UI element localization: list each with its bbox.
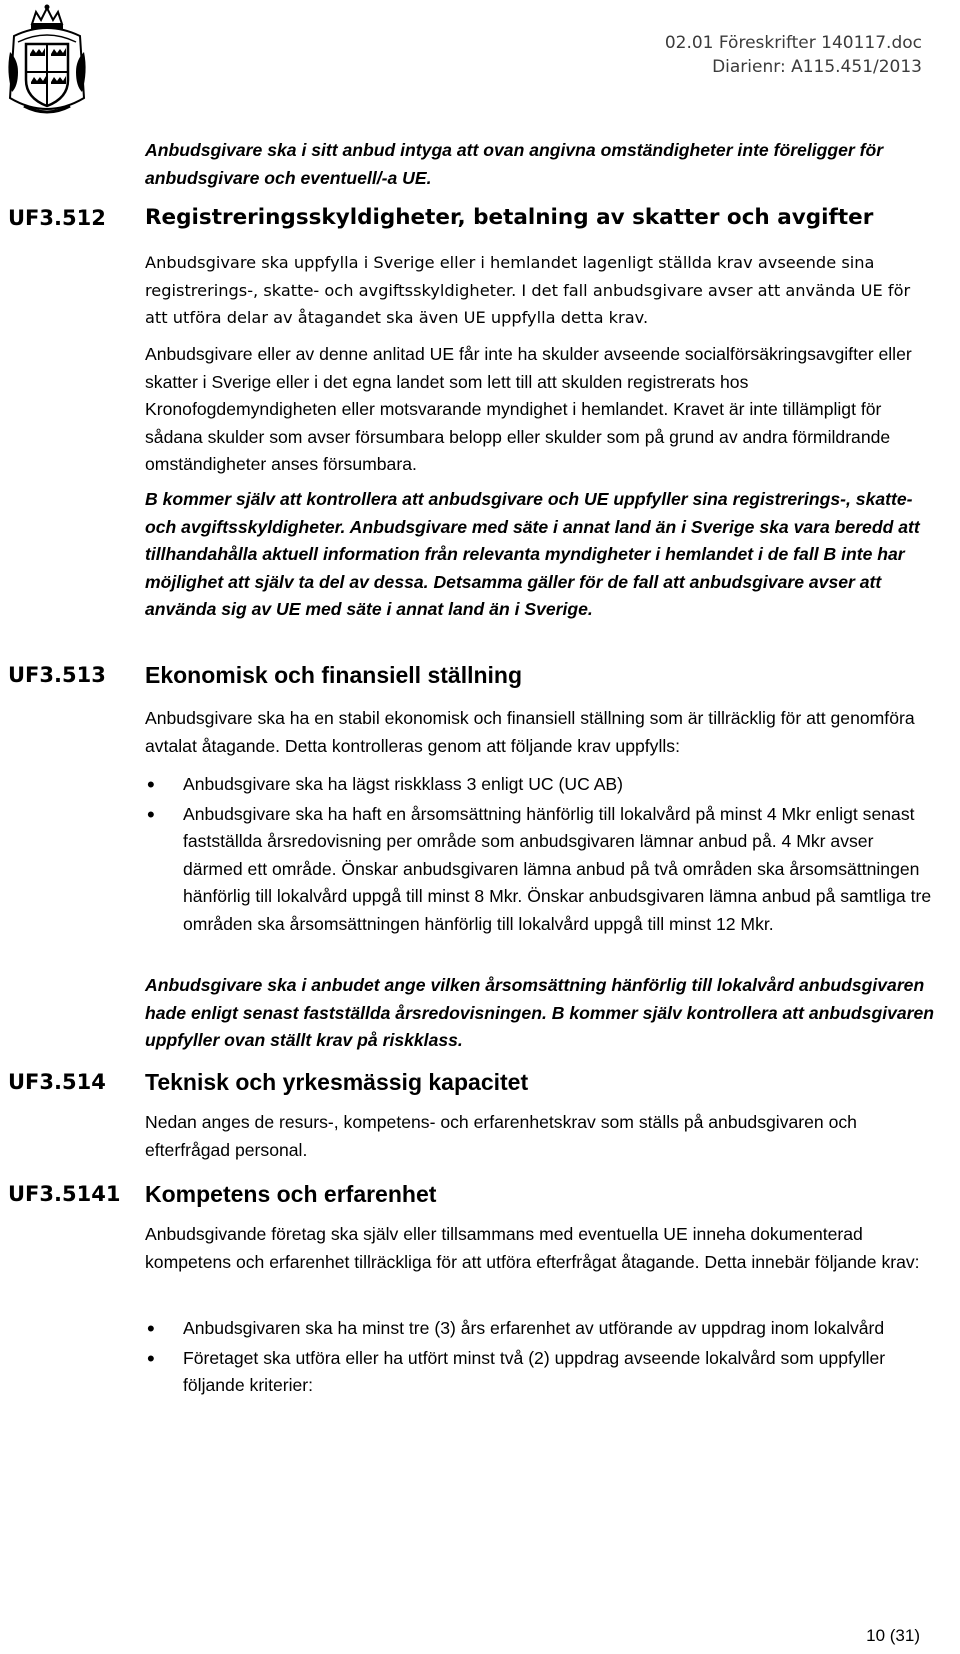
section-number-513: UF3.513 [8, 663, 106, 687]
section-title-513: Ekonomisk och finansiell ställning [145, 662, 523, 688]
section-512-italic-paragraph: B kommer själv att kontrollera att anbudsgivare och UE uppfyller sina registrerings-, skatte- och avgiftsskyldigheter. Anbudsgivare med säte i annat land än i Sverige ska vara beredd att tillhandahålla aktuell information från relevanta myndigheter i hemlandet i de fall B inte har möjlighet att själv ta del av dessa. Detsamma gäller för de fall att anbudsgivare avser att använda sig av UE med säte i annat land än i Sverige. [145, 489, 920, 619]
section-513-italic-paragraph: Anbudsgivare ska i anbudet ange vilken årsomsättning hänförlig till lokalvård anbudsgivaren hade enligt senast fastställda årsredovisningen. B kommer själv kontrollera att anbudsgivaren uppfyller ovan ställt krav på riskklass. [145, 975, 935, 1050]
intro-italic-paragraph: Anbudsgivare ska i sitt anbud intyga att ovan angivna omständigheter inte föreligger för anbudsgivare och eventuell/-a UE. [145, 140, 884, 188]
section-513-paragraph-1: Anbudsgivare ska ha en stabil ekonomisk och finansiell ställning som är tillräcklig för att genomföra avtalat åtagande. Detta kontrolleras genom att följande krav uppfylls: [145, 708, 915, 756]
list-item: • Anbudsgivaren ska ha minst tre (3) års erfarenhet av utförande av uppdrag inom lokalvård [145, 1315, 935, 1343]
section-title-5141: Kompetens och erfarenhet [145, 1181, 437, 1207]
section-512-paragraph-2: Anbudsgivare eller av denne anlitad UE får inte ha skulder avseende socialförsäkringsavgifter eller skatter i Sverige eller i det egna landet som lett till att skulden registrerats hos Kronofogdemyndigheten eller motsvarande myndighet i hemlandet. Kravet är inte tillämpligt för sådana skulder som avser försumbara belopp eller skulder som på grund av andra förmildrande omständigheter anses försumbara. [145, 344, 912, 474]
document-filename: 02.01 Föreskrifter 140117.doc [664, 33, 922, 53]
section-title-514: Teknisk och yrkesmässig kapacitet [145, 1069, 529, 1095]
list-item: • Företaget ska utföra eller ha utfört minst två (2) uppdrag avseende lokalvård som uppfyller följande kriterier: [145, 1345, 935, 1400]
page-number: 10 (31) [866, 1626, 920, 1645]
coat-of-arms-logo [4, 2, 90, 120]
list-item: • Anbudsgivare ska ha lägst riskklass 3 enligt UC (UC AB) [145, 771, 935, 799]
section-513-bullet-list [145, 771, 935, 940]
section-title-512: Registreringsskyldigheter, betalning av skatter och avgifter [145, 205, 874, 230]
section-number-514: UF3.514 [8, 1070, 106, 1094]
diary-number: Diarienr: A115.451/2013 [712, 57, 922, 77]
section-number-512: UF3.512 [8, 206, 106, 230]
section-514-paragraph-1: Nedan anges de resurs-, kompetens- och erfarenhetskrav som ställs på anbudsgivaren och efterfrågad personal. [145, 1112, 857, 1160]
section-512-paragraph-1: Anbudsgivare ska uppfylla i Sverige eller i hemlandet lagenligt ställda krav avseende sina registrerings-, skatte- och avgiftsskyldigheter. I det fall anbudsgivare avser att använda UE för att utföra delar av åtagandet ska även UE uppfylla detta krav. [145, 253, 911, 327]
section-5141-bullet-list [145, 1315, 935, 1402]
section-5141-paragraph-1: Anbudsgivande företag ska själv eller tillsammans med eventuella UE inneha dokumenterad kompetens och erfarenhet tillräckliga för att utföra efterfrågat åtagande. Detta innebär följande krav: [145, 1224, 920, 1272]
list-item: • Anbudsgivare ska ha haft en årsomsättning hänförlig till lokalvård på minst 4 Mkr enligt senast fastställda årsredovisning per område som anbudsgivaren lämnar anbud på. 4 Mkr avser därmed ett område. Önskar anbudsgivaren lämna anbud på två områden ska årsomsättningen hänförlig till lokalvård uppgå till minst 8 Mkr. Önskar anbudsgivaren lämna anbud på samtliga tre områden ska årsomsättningen hänförlig till lokalvård uppgå till minst 12 Mkr. [145, 801, 935, 939]
section-number-5141: UF3.5141 [8, 1182, 121, 1206]
